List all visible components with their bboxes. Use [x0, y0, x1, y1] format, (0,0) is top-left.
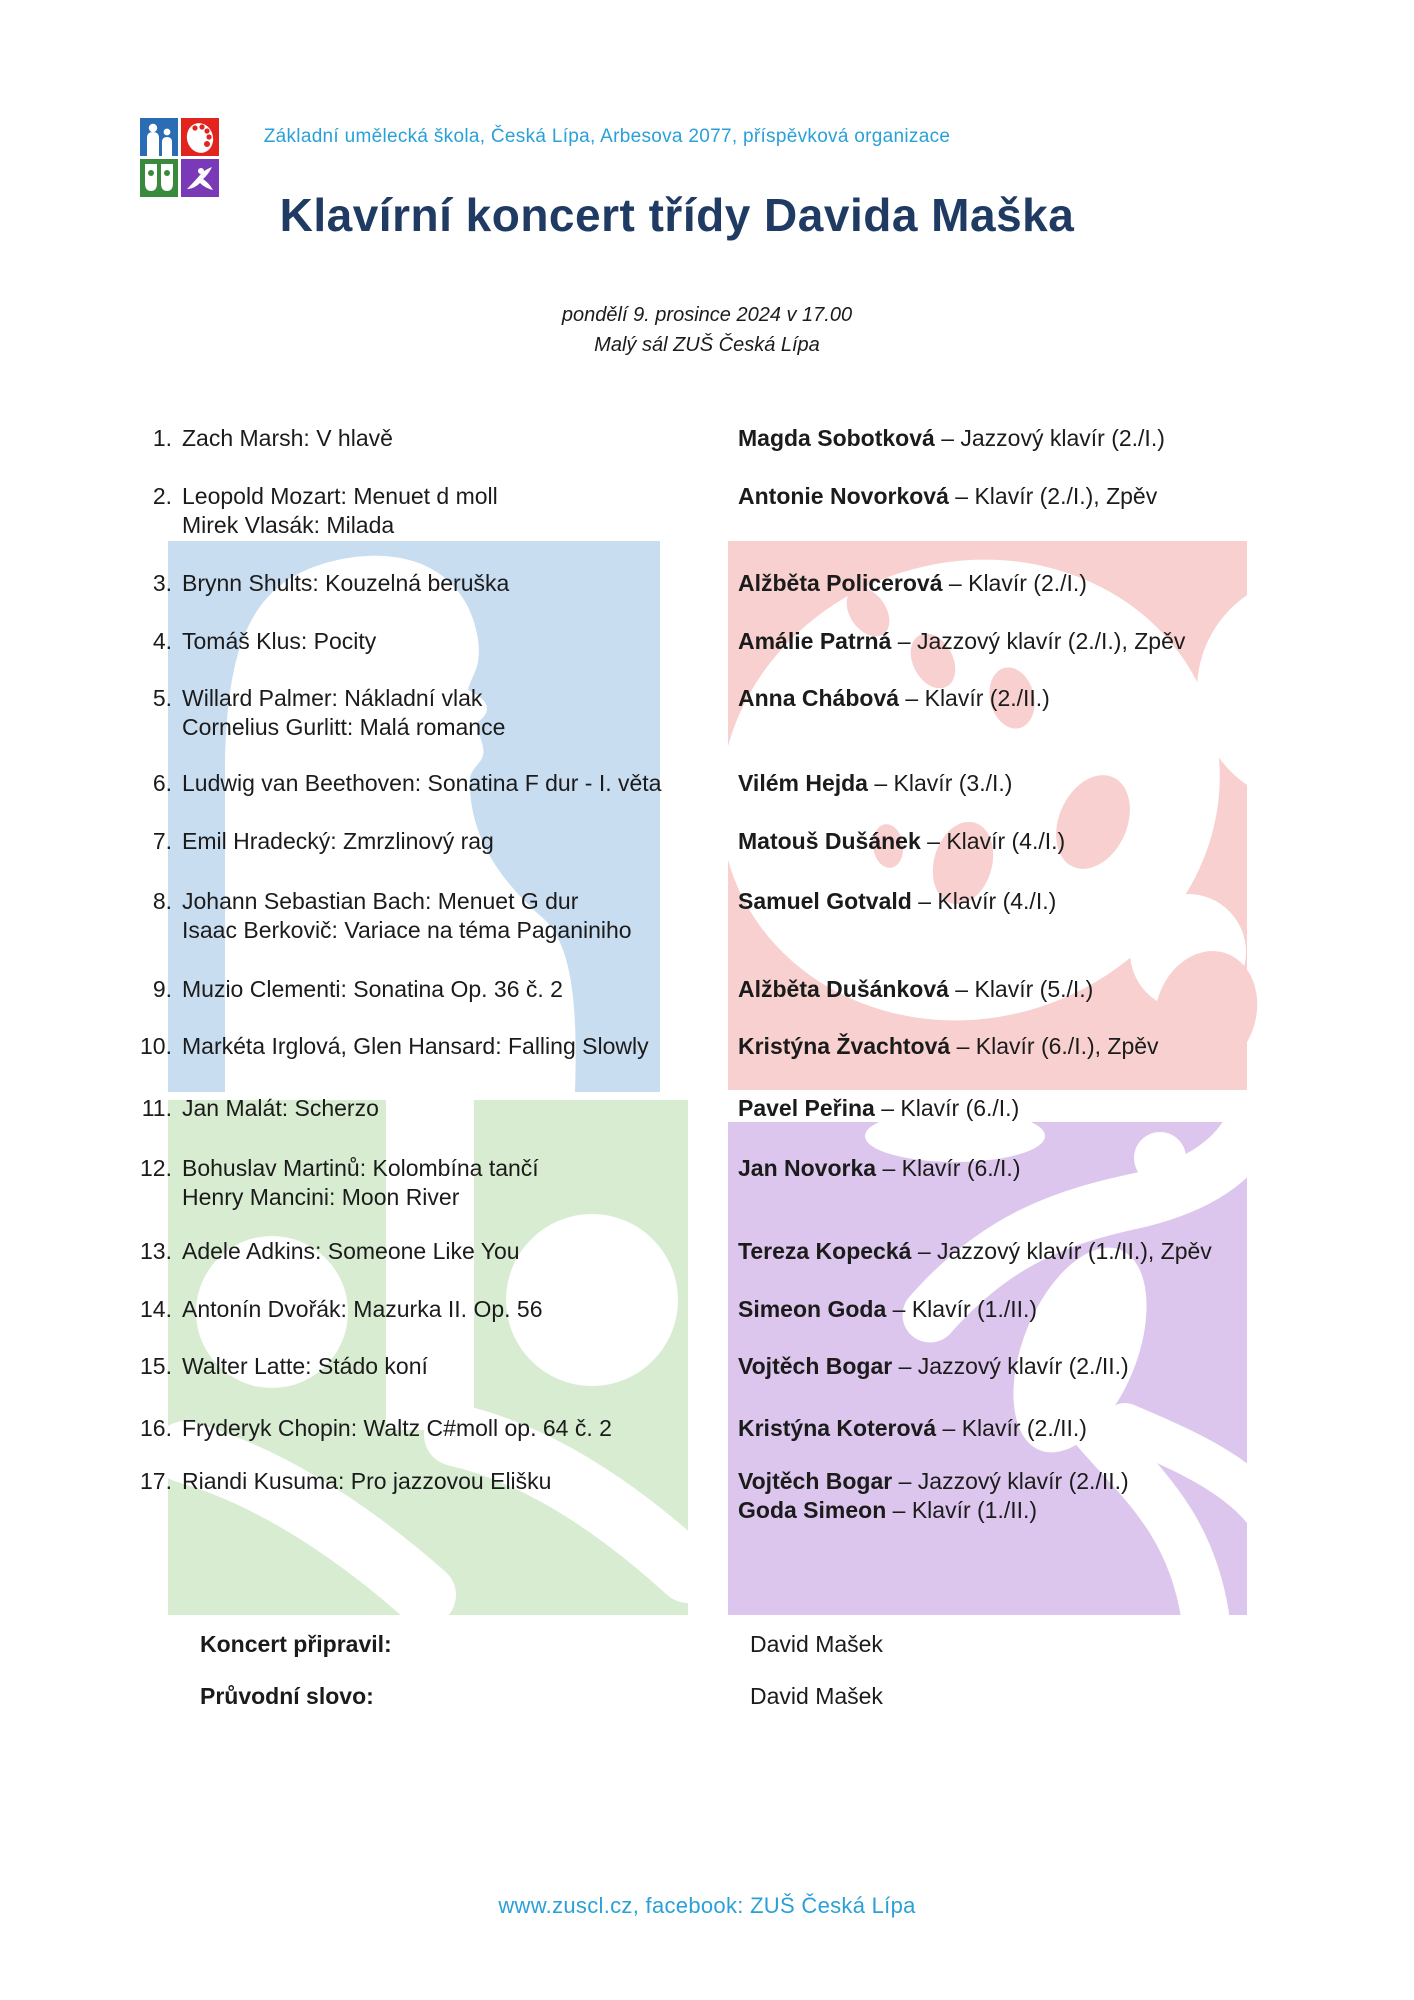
program-item-number: 2. — [152, 483, 172, 509]
program-item-pieces — [182, 1467, 742, 1496]
piece-title: Johann Sebastian Bach: Menuet G dur — [182, 888, 579, 914]
performer-line: Kristýna Žvachtová – Klavír (6./I.), Zpěv — [738, 1033, 1159, 1059]
piece-title: Antonín Dvořák: Mazurka II. Op. 56 — [182, 1296, 543, 1322]
program-item-pieces — [182, 769, 742, 798]
program-item-performers — [738, 627, 1298, 656]
program-item-pieces — [182, 1237, 742, 1266]
performer-name: Amálie Patrná — [738, 628, 892, 654]
performer-name: Tereza Kopecká — [738, 1238, 912, 1264]
piece-title: Jan Malát: Scherzo — [182, 1095, 379, 1121]
program-item-pieces — [182, 482, 742, 540]
program-item-pieces — [182, 887, 742, 945]
piece-title: Tomáš Klus: Pocity — [182, 628, 377, 654]
performer-name: Antonie Novorková — [738, 483, 949, 509]
school-name-line: Základní umělecká škola, Česká Lípa, Arbesova 2077, příspěvková organizace — [263, 126, 951, 147]
event-datetime-venue — [0, 300, 1414, 360]
performer-name: Alžběta Dušánková — [738, 976, 949, 1002]
piece-title: Walter Latte: Stádo koní — [182, 1353, 428, 1379]
performer-name: Vilém Hejda — [738, 770, 868, 796]
piece-title: Fryderyk Chopin: Waltz C#moll op. 64 č. 2 — [182, 1415, 612, 1441]
program-item-pieces — [182, 1295, 742, 1324]
program-item-performers — [738, 424, 1298, 453]
program-item-pieces — [182, 975, 742, 1004]
program-item-pieces — [182, 684, 742, 742]
performer-line: Magda Sobotková – Jazzový klavír (2./I.) — [738, 425, 1165, 451]
performer-line: Jan Novorka – Klavír (6./I.) — [738, 1155, 1021, 1181]
program-item-number: 11. — [141, 1095, 172, 1121]
program-item-pieces — [182, 827, 742, 856]
event-date-line: pondělí 9. prosince 2024 v 17.00 — [561, 304, 853, 326]
program-item-number: 1. — [152, 425, 172, 451]
piece-title: Markéta Irglová, Glen Hansard: Falling Slowly — [182, 1033, 649, 1059]
performer-line: Vilém Hejda – Klavír (3./I.) — [738, 770, 1013, 796]
performer-name: Magda Sobotková — [738, 425, 935, 451]
performer-name: Jan Novorka — [738, 1155, 877, 1181]
performer-name: Alžběta Policerová — [738, 570, 943, 596]
performer-line: Goda Simeon – Klavír (1./II.) — [738, 1497, 1038, 1523]
program-item-performers — [738, 769, 1298, 798]
credit-value: David Mašek — [750, 1631, 883, 1657]
program-item-number: 16. — [140, 1415, 172, 1441]
program-item-number: 10. — [140, 1033, 172, 1059]
credit-label: Průvodní slovo: — [200, 1683, 374, 1709]
program-item-pieces — [182, 424, 742, 453]
performer-name: Kristýna Koterová — [738, 1415, 937, 1441]
piece-title: Isaac Berkovič: Variace na téma Paganiniho — [182, 917, 632, 943]
program-item-performers — [738, 684, 1298, 713]
program-item-performers — [738, 1295, 1298, 1324]
performer-line: Amálie Patrná – Jazzový klavír (2./I.), Zpěv — [738, 628, 1186, 654]
program-item-pieces — [182, 1352, 742, 1381]
program-item-performers — [738, 482, 1298, 511]
program-item-performers — [738, 887, 1298, 916]
piece-title: Henry Mancini: Moon River — [182, 1184, 460, 1210]
event-venue-line: Malý sál ZUŠ Česká Lípa — [594, 334, 820, 356]
performer-name: Matouš Dušánek — [738, 828, 921, 854]
program-item-performers — [738, 1094, 1298, 1123]
performer-name: Simeon Goda — [738, 1296, 887, 1322]
performer-line: Antonie Novorková – Klavír (2./I.), Zpěv — [738, 483, 1158, 509]
piece-title: Muzio Clementi: Sonatina Op. 36 č. 2 — [182, 976, 563, 1002]
piece-title: Emil Hradecký: Zmrzlinový rag — [182, 828, 494, 854]
performer-name: Pavel Peřina — [738, 1095, 875, 1121]
credit-value: David Mašek — [750, 1683, 883, 1709]
program-item-number: 9. — [152, 976, 172, 1002]
program-item-number: 17. — [140, 1468, 172, 1494]
program-item-number: 5. — [152, 685, 172, 711]
program-item-performers — [738, 1237, 1298, 1266]
piece-title: Adele Adkins: Someone Like You — [182, 1238, 520, 1264]
performer-line: Simeon Goda – Klavír (1./II.) — [738, 1296, 1038, 1322]
program-item-performers — [738, 1352, 1298, 1381]
program-item-number: 7. — [152, 828, 172, 854]
program-item-pieces — [182, 569, 742, 598]
performer-line: Pavel Peřina – Klavír (6./I.) — [738, 1095, 1020, 1121]
program-item-number: 3. — [152, 570, 172, 596]
piece-title: Willard Palmer: Nákladní vlak — [182, 685, 483, 711]
piece-title: Zach Marsh: V hlavě — [182, 425, 393, 451]
program-item-performers — [738, 1154, 1298, 1183]
performer-line: Vojtěch Bogar – Jazzový klavír (2./II.) — [738, 1353, 1129, 1379]
program-item-number: 4. — [152, 628, 172, 654]
program-item-pieces — [182, 1414, 742, 1443]
program-item-performers — [738, 569, 1298, 598]
performer-name: Anna Chábová — [738, 685, 900, 711]
piece-title: Mirek Vlasák: Milada — [182, 512, 395, 538]
performer-line: Tereza Kopecká – Jazzový klavír (1./II.), Zpěv — [738, 1238, 1212, 1264]
program-item-performers — [738, 1032, 1298, 1061]
piece-title: Cornelius Gurlitt: Malá romance — [182, 714, 506, 740]
program-item-number: 15. — [140, 1353, 172, 1379]
program-item-performers — [738, 827, 1298, 856]
program-item-pieces — [182, 1094, 742, 1123]
program-item-performers — [738, 975, 1298, 1004]
piece-title: Ludwig van Beethoven: Sonatina F dur - I. věta — [182, 770, 662, 796]
program-item-performers — [738, 1467, 1298, 1525]
performer-line: Kristýna Koterová – Klavír (2./II.) — [738, 1415, 1087, 1441]
piece-title: Leopold Mozart: Menuet d moll — [182, 483, 498, 509]
performer-line: Alžběta Dušánková – Klavír (5./I.) — [738, 976, 1094, 1002]
program-item-number: 6. — [152, 770, 172, 796]
performer-name: Kristýna Žvachtová — [738, 1033, 951, 1059]
program-item-pieces — [182, 627, 742, 656]
performer-name: Samuel Gotvald — [738, 888, 912, 914]
program-item-number: 13. — [140, 1238, 172, 1264]
program-item-pieces — [182, 1154, 742, 1212]
performer-line: Anna Chábová – Klavír (2./II.) — [738, 685, 1050, 711]
performer-line: Matouš Dušánek – Klavír (4./I.) — [738, 828, 1066, 854]
performer-name: Vojtěch Bogar — [738, 1468, 893, 1494]
program-item-number: 14. — [140, 1296, 172, 1322]
footer-links-line: www.zuscl.cz, facebook: ZUŠ Česká Lípa — [498, 1893, 916, 1918]
credit-label: Koncert připravil: — [200, 1631, 392, 1657]
piece-title: Bohuslav Martinů: Kolombína tančí — [182, 1155, 539, 1181]
performer-name: Vojtěch Bogar — [738, 1353, 893, 1379]
program-item-number: 12. — [140, 1155, 172, 1181]
program-item-performers — [738, 1414, 1298, 1443]
piece-title: Riandi Kusuma: Pro jazzovou Elišku — [182, 1468, 552, 1494]
performer-line: Samuel Gotvald – Klavír (4./I.) — [738, 888, 1057, 914]
performer-line: Vojtěch Bogar – Jazzový klavír (2./II.) — [738, 1468, 1129, 1494]
program-item-number: 8. — [152, 888, 172, 914]
program-item-pieces — [182, 1032, 742, 1061]
piece-title: Brynn Shults: Kouzelná beruška — [182, 570, 510, 596]
performer-name: Goda Simeon — [738, 1497, 887, 1523]
performer-line: Alžběta Policerová – Klavír (2./I.) — [738, 570, 1087, 596]
page-title: Klavírní koncert třídy Davida Maška — [279, 189, 1075, 241]
